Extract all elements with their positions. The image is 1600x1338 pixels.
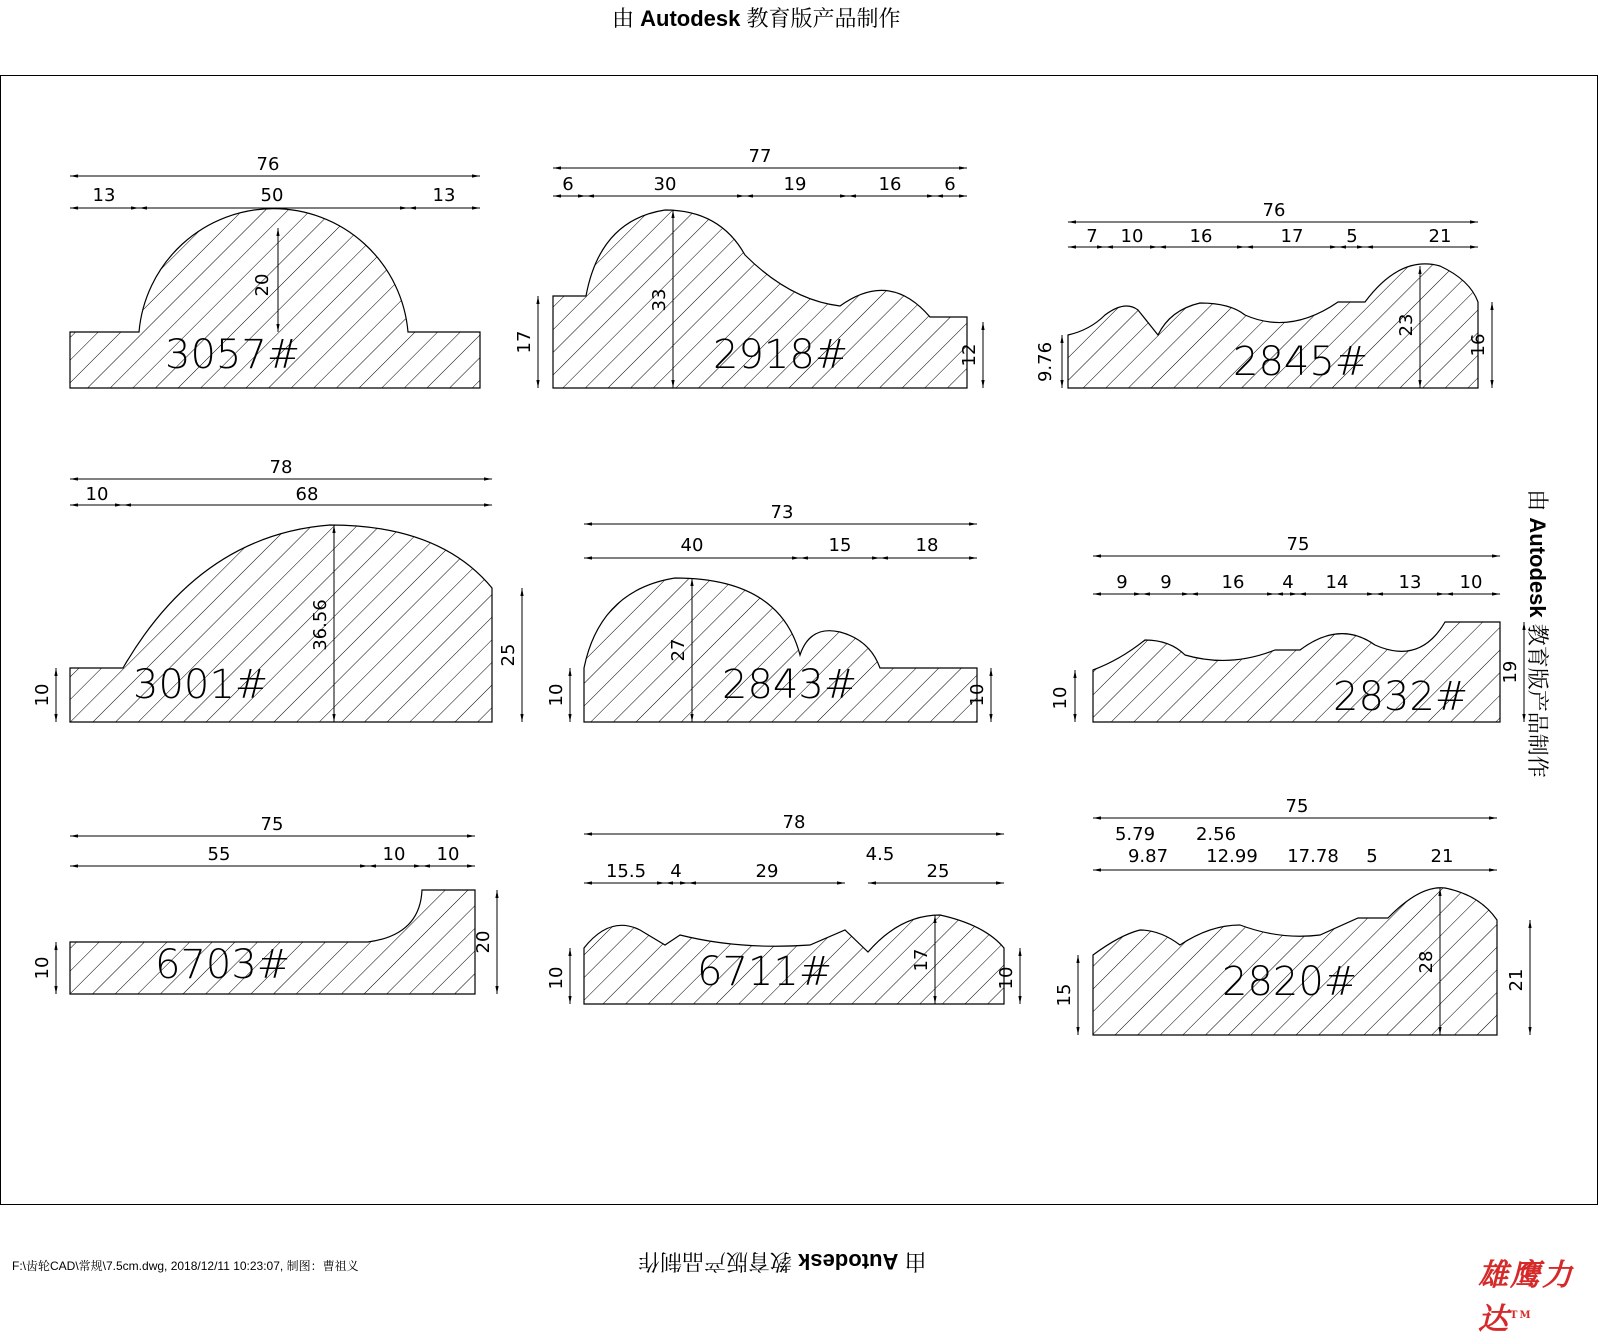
dimension-value: 9 — [1116, 572, 1128, 593]
dimension-value: 10 — [1120, 226, 1144, 247]
dimension-value: 14 — [1325, 572, 1349, 593]
dimension-value: 73 — [770, 502, 794, 523]
dimension-value: 75 — [1285, 796, 1309, 817]
dimension-value: 5.79 — [1114, 824, 1156, 845]
dimension-value: 36.56 — [310, 599, 331, 651]
dimension-value: 10 — [1459, 572, 1483, 593]
dimension-value: 4 — [1282, 572, 1294, 593]
watermark-bottom: 由 Autodesk 教育版产品制作 — [638, 1249, 927, 1274]
dimension-value: 13 — [1398, 572, 1422, 593]
dimension-value: 7 — [1086, 226, 1098, 247]
dimension-value: 17 — [514, 330, 535, 354]
profile-label: 6711# — [697, 949, 833, 995]
watermark-right: 由 Autodesk 教育版产品制作 — [1524, 489, 1550, 778]
dimension-value: 21 — [1430, 846, 1454, 867]
dimension-value: 68 — [295, 484, 319, 505]
dimension-value: 12.99 — [1206, 846, 1258, 867]
dimension-value: 6 — [562, 174, 574, 195]
profile-label: 2820# — [1222, 959, 1358, 1005]
dimension-value: 76 — [1262, 200, 1286, 221]
dimension-value: 21 — [1428, 226, 1452, 247]
dimension-value: 33 — [649, 288, 670, 312]
dimension-value: 27 — [668, 638, 689, 662]
dimension-value: 19 — [783, 174, 807, 195]
file-path-footer: F:\齿轮CAD\常规\7.5cm.dwg, 2018/12/11 10:23:07, 制图：曹祖义 — [12, 1259, 359, 1273]
dimension-value: 55 — [207, 844, 231, 865]
dimension-value: 9.87 — [1127, 846, 1169, 867]
dimension-value: 10 — [85, 484, 109, 505]
dimension-value: 40 — [680, 535, 704, 556]
dimension-value: 20 — [473, 930, 494, 954]
dimension-value: 10 — [382, 844, 406, 865]
dimension-value: 16 — [1189, 226, 1213, 247]
dimension-value: 10 — [1050, 686, 1071, 710]
dimension-value: 30 — [653, 174, 677, 195]
dimension-value: 28 — [1416, 950, 1437, 974]
dimension-value: 50 — [260, 185, 284, 206]
dimension-value: 17.78 — [1287, 846, 1339, 867]
dimension-value: 78 — [269, 457, 293, 478]
dimension-value: 18 — [915, 535, 939, 556]
dimension-value: 78 — [782, 812, 806, 833]
profile-label: 3057# — [165, 332, 301, 378]
dimension-value: 10 — [546, 966, 567, 990]
company-logo: 雄鹰力达™ — [1478, 1258, 1574, 1337]
dimension-value: 25 — [926, 861, 950, 882]
dimension-value: 13 — [92, 185, 116, 206]
dimension-value: 23 — [1396, 313, 1417, 337]
profile-label: 2832# — [1333, 674, 1469, 720]
dimension-value: 13 — [432, 185, 456, 206]
dimension-value: 76 — [256, 154, 280, 175]
dimension-value: 10 — [996, 966, 1017, 990]
dimension-value: 10 — [32, 683, 53, 707]
profile-label: 2843# — [722, 662, 858, 708]
dimension-value: 6 — [944, 174, 956, 195]
dimension-value: 15 — [1054, 983, 1075, 1007]
dimension-value: 17 — [911, 948, 932, 972]
dimension-value: 10 — [32, 956, 53, 980]
dimension-value: 21 — [1506, 968, 1527, 992]
dimension-value: 10 — [967, 683, 988, 707]
dimension-value: 17 — [1280, 226, 1304, 247]
dimension-value: 4 — [670, 861, 682, 882]
dimension-value: 15 — [828, 535, 852, 556]
dimension-value: 5 — [1366, 846, 1378, 867]
dimension-value: 12 — [959, 343, 980, 367]
dimension-value: 4.5 — [865, 844, 895, 865]
dimension-value: 10 — [546, 683, 567, 707]
dimension-value: 25 — [498, 643, 519, 667]
dimension-value: 75 — [1286, 534, 1310, 555]
dimension-value: 10 — [436, 844, 460, 865]
dimension-value: 16 — [1468, 333, 1489, 357]
profile-label: 3001# — [133, 662, 269, 708]
watermark-top: 由 Autodesk 教育版产品制作 — [612, 6, 901, 31]
dimension-value: 9 — [1160, 572, 1172, 593]
dimension-value: 15.5 — [605, 861, 647, 882]
dimension-value: 77 — [748, 146, 772, 167]
dimension-value: 5 — [1346, 226, 1358, 247]
profile-label: 2845# — [1233, 339, 1369, 385]
dimension-value: 29 — [755, 861, 779, 882]
dimension-value: 16 — [878, 174, 902, 195]
profile-label: 2918# — [713, 332, 849, 378]
dimension-value: 19 — [1500, 660, 1521, 684]
profile-label: 6703# — [155, 942, 291, 988]
dimension-value: 9.76 — [1035, 341, 1056, 383]
dimension-value: 2.56 — [1195, 824, 1237, 845]
dimension-value: 16 — [1221, 572, 1245, 593]
dimension-value: 75 — [260, 814, 284, 835]
dimension-value: 20 — [252, 273, 273, 297]
